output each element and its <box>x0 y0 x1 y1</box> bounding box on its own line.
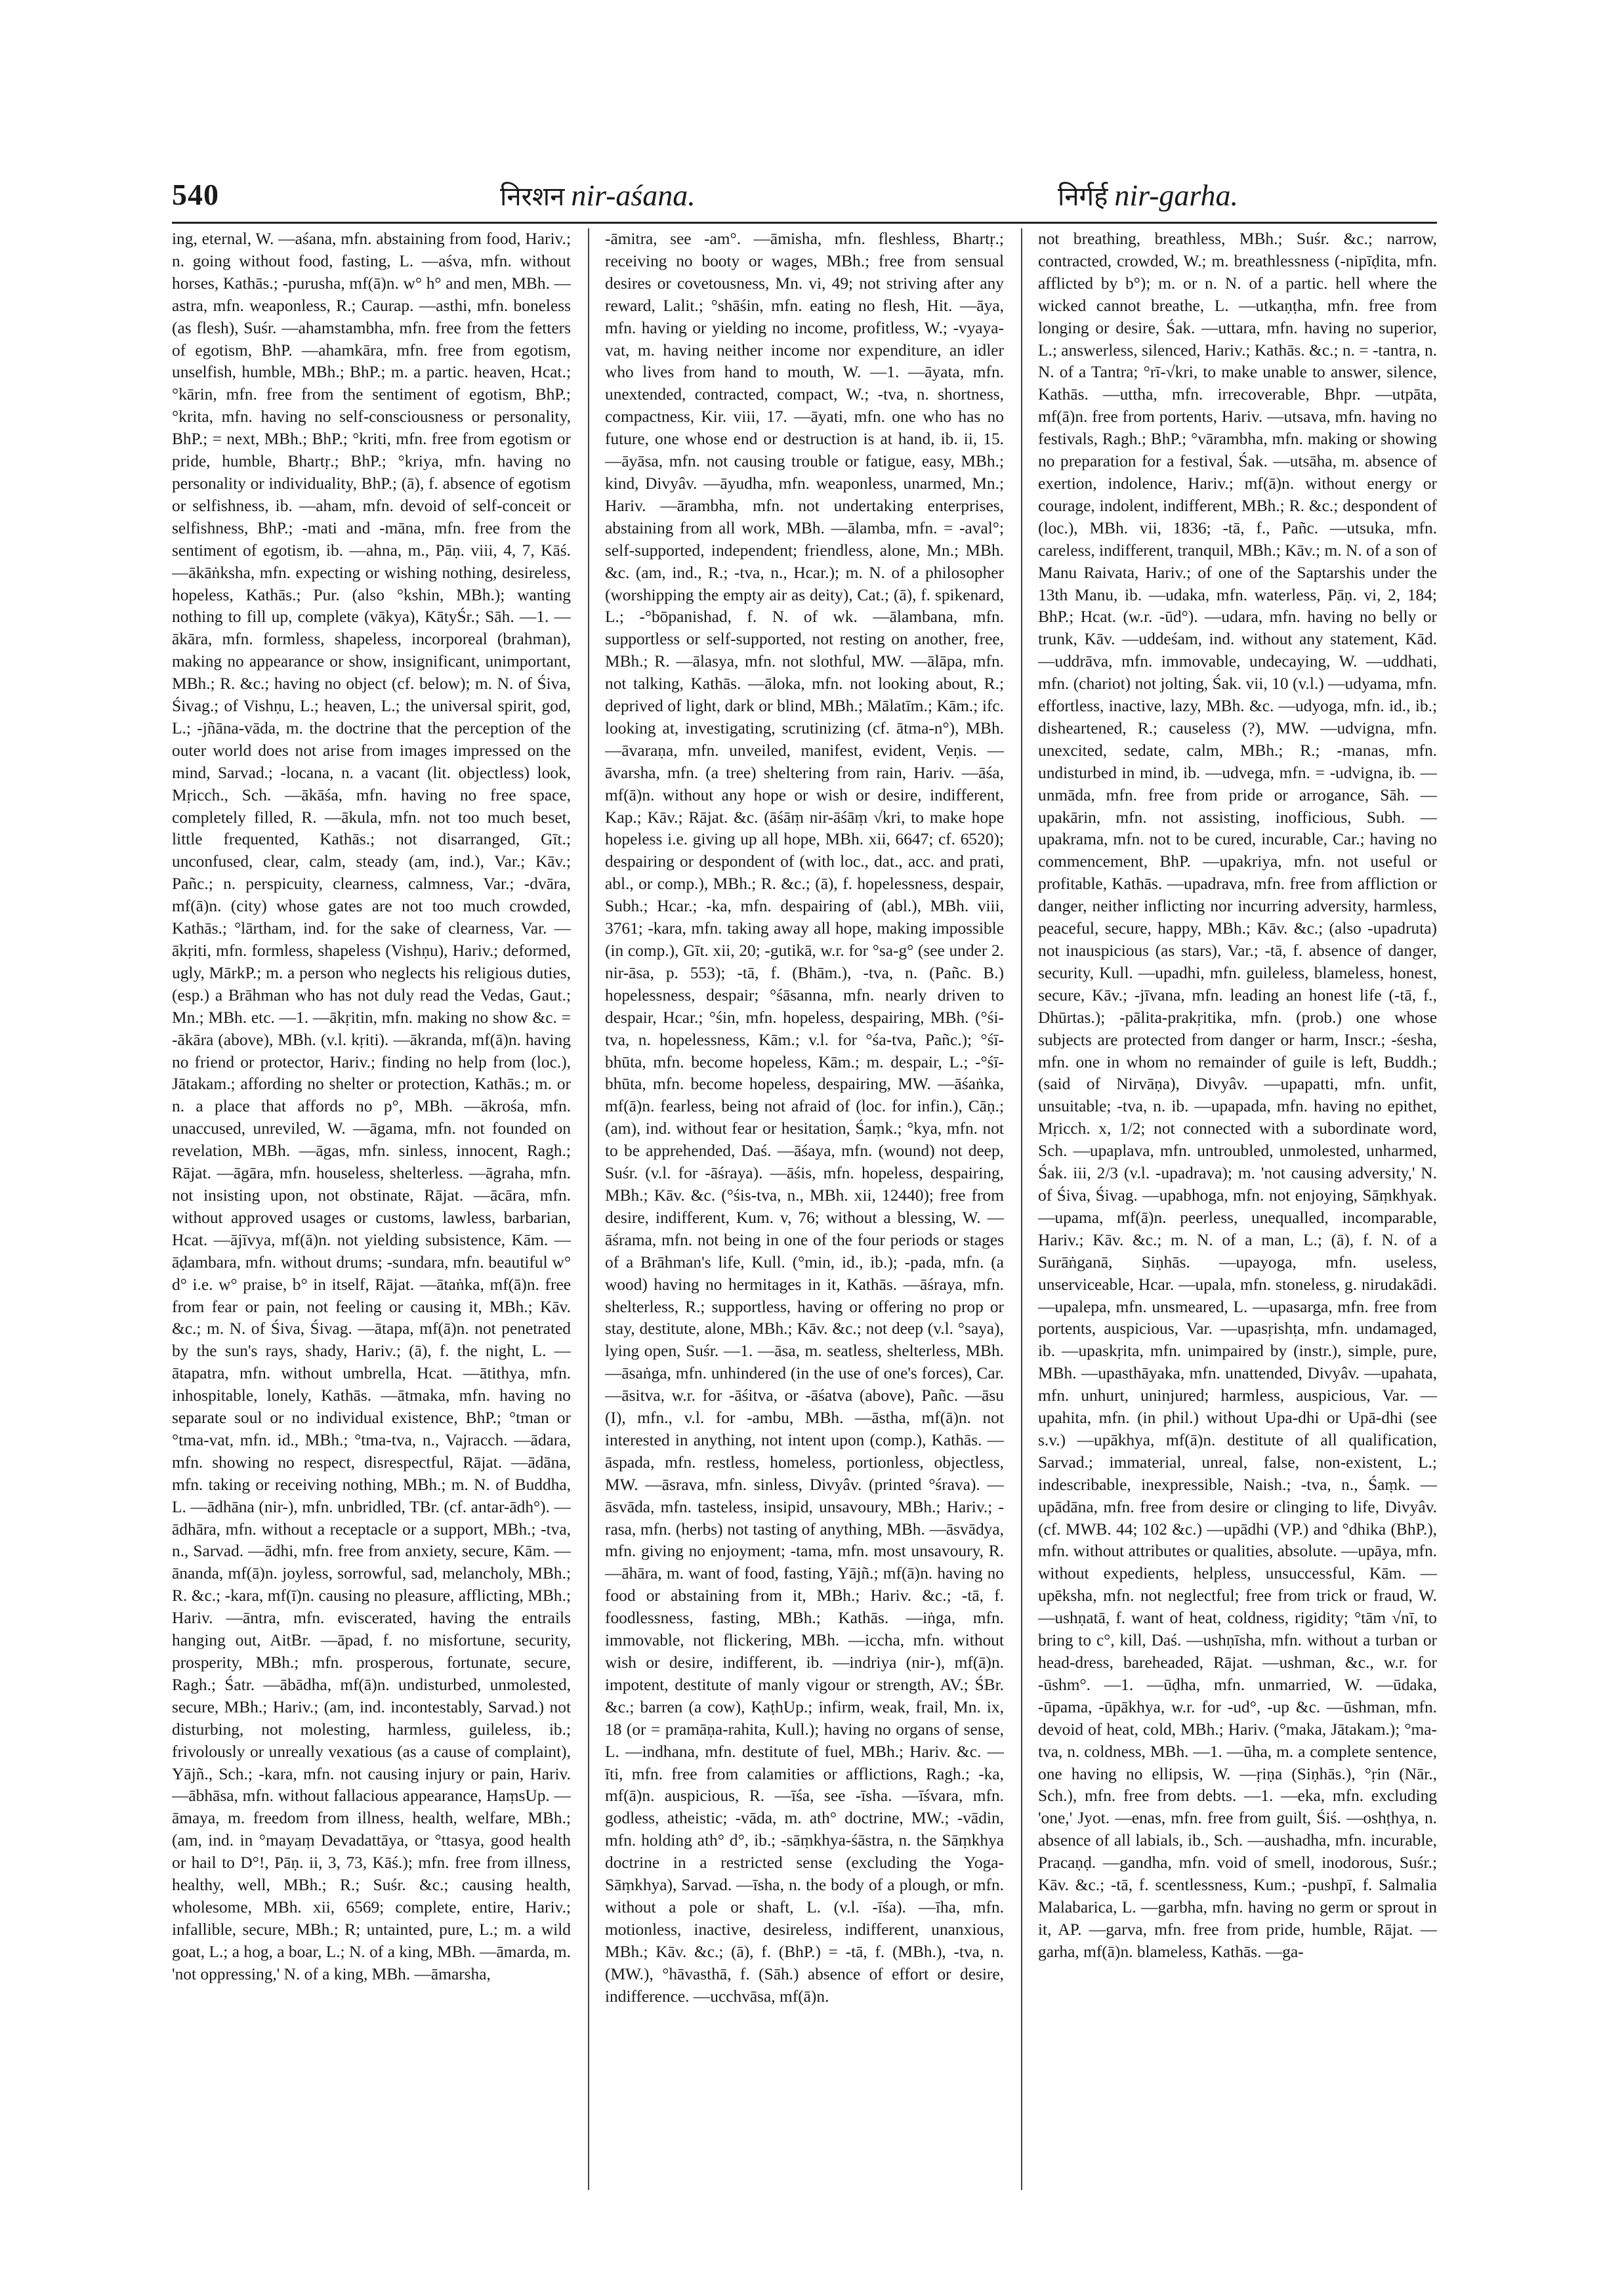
column-3 <box>1038 228 1437 2190</box>
right-running-head-devanagari: निर्गर्ह <box>1058 182 1108 212</box>
right-running-head <box>1058 177 1238 213</box>
entry-columns <box>172 228 1437 2190</box>
column-text: ing, eternal, W. —aśana, mfn. abstaining from food, Hariv.; n. going without food, fasting, L. —aśva, mfn. without horses, Kathās.; -purusha, mf(ā)n. w° h° and men, MBh. —astra, mfn. weaponless, R.; Caurap. —asthi, mfn. boneless (as flesh), Suśr. —ahamstambha, mfn. free from the fetters of egotism, BhP. —ahamkāra, mfn. free from egotism, unselfish, humble, MBh.; BhP.; m. a partic. heaven, Hcat.; °kārin, mfn. free from the sentiment of egotism, BhP.; °krita, mfn. having no self-consciousness or personality, BhP.; = next, MBh.; BhP.; °kriti, mfn. free from egotism or pride, humble, Bhartṛ.; BhP.; °kriya, mfn. having no personality or individuality, BhP.; (ā), f. absence of egotism or selfishness, ib. —aham, mfn. devoid of self-conceit or selfishness, BhP.; -mati and -māna, mfn. free from the sentiment of egotism, ib. —ahna, m., Pāṇ. viii, 4, 7, Kāś. —ākāṅksha, mfn. expecting or wishing nothing, desireless, hopeless, Kathās.; Pur. (also °kshin, MBh.); wanting nothing to fill up, complete (vākya), KātyŚr.; Sāh. —1. —ākāra, mfn. formless, shapeless, incorporeal (brahman), making no appearance or show, insignificant, unimportant, MBh.; R. &c.; having no object (cf. below); m. N. of Śiva, Śivag.; of Vishṇu, L.; heaven, L.; the universal spirit, god, L.; -jñāna-vāda, m. the doctrine that the perception of the outer world does not arise from images impressed on the mind, Sarvad.; -locana, n. a vacant (lit. objectless) look, Mṛicch., Sch. —ākāśa, mfn. having no free space, completely filled, R. —ākula, mfn. not too much beset, little frequented, Kathās.; not disarranged, Gīt.; unconfused, clear, calm, steady (am, ind.), Var.; Kāv.; Pañc.; n. perspicuity, clearness, calmness, Var.; -dvāra, mf(ā)n. (city) whose gates are not too much crowded, Kathās.; °lārtham, ind. for the sake of clearness, Var. —ākṛiti, mfn. formless, shapeless (Vishṇu), Hariv.; deformed, ugly, MārkP.; m. a person who neglects his religious duties, (esp.) a Brāhman who has not duly read the Vedas, Gaut.; Mn.; MBh. etc. —1. —ākṛitin, mfn. making no show &c. = -ākāra (above), MBh. (v.l. kṛiti). —ākranda, mf(ā)n. having no friend or protector, Hariv.; finding no help from (loc.), Jātakam.; affording no shelter or protection, Kathās.; m. or n. a place that affords no p°, MBh. —ākrośa, mfn. unaccused, unreviled, W. —āgama, mfn. not founded on revelation, MBh. —āgas, mfn. sinless, innocent, Ragh.; Rājat. —āgāra, mfn. houseless, shelterless. —āgraha, mfn. not insisting upon, not obstinate, Rājat. —ācāra, mfn. without approved usages or customs, lawless, barbarian, Hcat. —ājīvya, mf(ā)n. not yielding subsistence, Kām. —āḍambara, mfn. without drums; -sundara, mfn. beautiful w° d° i.e. w° praise, b° in itself, Rājat. —ātaṅka, mf(ā)n. free from fear or pain, not feeling or causing it, MBh.; Kāv. &c.; m. N. of Śiva, Śivag. —ātapa, mf(ā)n. not penetrated by the sun's rays, shady, Hariv.; (ā), f. the night, L. —ātapatra, mfn. without umbrella, Hcat. —ātithya, mfn. inhospitable, lonely, Kathās. —ātmaka, mfn. having no separate soul or no individual existence, BhP.; °tman or °tma-vat, mfn. id., MBh.; °tma-tva, n., Vajracch. —ādara, mfn. showing no respect, disrespectful, Rājat. —ādāna, mfn. taking or receiving nothing, MBh.; m. N. of Buddha, L. —ādhāna (nir-), mfn. unbridled, TBr. (cf. antar-ādh°). —ādhāra, mfn. without a receptacle or a support, MBh.; -tva, n., Sarvad. —ādhi, mfn. free from anxiety, secure, Kām. —ānanda, mf(ā)n. joyless, sorrowful, sad, melancholy, MBh.; R. &c.; -kara, mf(ī)n. causing no pleasure, afflicting, MBh.; Hariv. —āntra, mfn. eviscerated, having the entrails hanging out, AitBr. —āpad, f. no misfortune, security, prosperity, MBh.; mfn. prosperous, fortunate, secure, Ragh.; Śatr. —ābādha, mf(ā)n. undisturbed, unmolested, secure, MBh.; Hariv.; (am, ind. incontestably, Sarvad.) not disturbing, not molesting, harmless, guileless, ib.; frivolously or unreally vexatious (as a cause of complaint), Yājñ., Sch.; -kara, mfn. not causing injury or pain, Hariv. —ābhāsa, mfn. without fallacious appearance, HaṃsUp. —āmaya, m. freedom from illness, health, welfare, MBh.; (am, ind. in °mayaṃ Devadattāya, or °ttasya, good health or hail to D°!, Pāṇ. ii, 3, 73, Kāś.); mfn. free from illness, healthy, well, MBh.; R.; Suśr. &c.; causing health, wholesome, MBh. xii, 6569; complete, entire, Hariv.; infallible, secure, MBh.; R; untainted, pure, L.; m. a wild goat, L.; a hog, a boar, L.; N. of a king, MBh. —āmarda, m. 'not oppressing,' N. of a king, MBh. —āmarsha, <box>172 230 571 1983</box>
column-1 <box>172 228 571 2190</box>
page-number: 540 <box>172 178 219 211</box>
page-header <box>172 177 1437 219</box>
column-text: -āmitra, see -am°. —āmisha, mfn. fleshless, Bhartṛ.; receiving no booty or wages, MBh.; free from sensual desires or covetousness, Mn. vi, 49; not striving after any reward, Lalit.; °shāśin, mfn. eating no flesh, Hit. —āya, mfn. having or yielding no income, profitless, W.; -vyaya-vat, m. having neither income nor expenditure, an idler who lives from hand to mouth, W. —1. —āyata, mfn. unextended, contracted, compact, W.; -tva, n. shortness, compactness, Kir. viii, 17. —āyati, mfn. one who has no future, one whose end or destruction is at hand, ib. ii, 15. —āyāsa, mfn. not causing trouble or fatigue, easy, MBh.; kind, Divyâv. —āyudha, mfn. weaponless, unarmed, Mn.; Hariv. —ārambha, mfn. not undertaking enterprises, abstaining from all work, MBh. —ālamba, mfn. = -aval°; self-supported, independent; friendless, alone, Mn.; MBh. &c. (am, ind., R.; -tva, n., Hcar.); m. N. of a philosopher (worshipping the empty air as deity), Cat.; (ā), f. spikenard, L.; -°bōpanishad, f. N. of wk. —ālambana, mfn. supportless or self-supported, not resting on another, free, MBh.; R. —ālasya, mfn. not slothful, MW. —ālāpa, mfn. not talking, Kathās. —āloka, mfn. not looking about, R.; deprived of light, dark or blind, MBh.; Mālatīm.; Kām.; ifc. looking at, investigating, scrutinizing (cf. ātma-n°), MBh. —āvaraṇa, mfn. unveiled, manifest, evident, Veṇis. —āvarsha, mfn. (a tree) sheltering from rain, Hariv. —āśa, mf(ā)n. without any hope or wish or desire, indifferent, Kap.; Kāv.; Rājat. &c. (āśāṃ nir-āśāṃ √kri, to make hope hopeless i.e. giving up all hope, MBh. xii, 6647; cf. 6520); despairing or despondent of (with loc., dat., acc. and prati, abl., or comp.), MBh.; R. &c.; (ā), f. hopelessness, despair, Subh.; Hcar.; -ka, mfn. despairing of (abl.), MBh. viii, 3761; -kara, mfn. taking away all hope, making impossible (in comp.), Gīt. xii, 20; -gutikā, w.r. for °sa-g° (see under 2. nir-āsa, p. 553); -tā, f. (Bhām.), -tva, n. (Pañc. B.) hopelessness, despair; °śāsanna, mfn. nearly driven to despair, Hcar.; °śin, mfn. hopeless, despairing, MBh. (°śi-tva, n. hopelessness, Kām.; v.l. for °śa-tva, Pañc.); °śī-bhūta, mfn. become hopeless, Kām.; m. despair, L.; -°śī-bhūta, mfn. become hopeless, despairing, MW. —āśaṅka, mf(ā)n. fearless, being not afraid of (loc. for infin.), Cāṇ.; (am), ind. without fear or hesitation, Śaṃk.; °kya, mfn. not to be apprehended, Daś. —āśaya, mfn. (wound) not deep, Suśr. (v.l. for -āśraya). —āśis, mfn. hopeless, despairing, MBh.; Kāv. &c. (°śis-tva, n., MBh. xii, 12440); free from desire, indifferent, Kum. v, 76; without a blessing, W. —āśrama, mfn. not being in one of the four periods or stages of a Brāhman's life, Kull. (°min, id., ib.); -pada, mfn. (a wood) having no hermitages in it, Kathās. —āśraya, mfn. shelterless, R.; supportless, having or offering no prop or stay, destitute, alone, MBh.; Kāv. &c.; not deep (v.l. °saya), lying open, Suśr. —1. —āsa, m. seatless, shelterless, MBh. —āsaṅga, mfn. unhindered (in the use of one's forces), Car. —āsitva, w.r. for -āśitva, or -āśatva (above), Pañc. —āsu (I), mfn., v.l. for -ambu, MBh. —āstha, mf(ā)n. not interested in anything, not intent upon (comp.), Kathās. —āspada, mfn. restless, homeless, portionless, objectless, MW. —āsrava, mfn. sinless, Divyâv. (printed °śrava). —āsvāda, mfn. tasteless, insipid, unsavoury, MBh.; Hariv.; -rasa, mfn. (herbs) not tasting of anything, MBh. —āsvādya, mfn. giving no enjoyment; -tama, mfn. most unsavoury, R. —āhāra, m. want of food, fasting, Yājñ.; mf(ā)n. having no food or abstaining from it, MBh.; Hariv. &c.; -tā, f. foodlessness, fasting, MBh.; Kathās. —iṅga, mfn. immovable, not flickering, MBh. —iccha, mfn. without wish or desire, indifferent, ib. —indriya (nir-), mf(ā)n. impotent, destitute of manly vigour or strength, AV.; ŚBr. &c.; barren (a cow), KaṭhUp.; infirm, weak, frail, Mn. ix, 18 (or = pramāṇa-rahita, Kull.); having no organs of sense, L. —indhana, mfn. destitute of fuel, MBh.; Hariv. &c. —īti, mfn. free from calamities or afflictions, Ragh.; -ka, mf(ā)n. auspicious, R. —īśa, see -īsha. —īśvara, mfn. godless, atheistic; -vāda, m. ath° doctrine, MW.; -vādin, mfn. holding ath° d°, ib.; -sāṃkhya-śāstra, n. the Sāṃkhya doctrine in a restricted sense (excluding the Yoga-Sāṃkhya), Sarvad. —īsha, n. the body of a plough, or mfn. without a pole or shaft, L. (v.l. -īśa). —īha, mfn. motionless, inactive, desireless, indifferent, unanxious, MBh.; Kāv. &c.; (ā), f. (BhP.) = -tā, f. (MBh.), -tva, n. (MW.), °hāvasthā, f. (Sāh.) absence of effort or desire, indifference. —ucchvāsa, mf(ā)n. <box>605 230 1004 2006</box>
column-text: not breathing, breathless, MBh.; Suśr. &c.; narrow, contracted, crowded, W.; m. breathlessness (-nipīḍita, mfn. afflicted by b°); m. or n. N. of a partic. hell where the wicked cannot breathe, L. —utkaṇṭha, mfn. free from longing or desire, Śak. —uttara, mfn. having no superior, L.; answerless, silenced, Hariv.; Kathās. &c.; n. = -tantra, n. N. of a Tantra; °rī-√kri, to make unable to answer, silence, Kathās. —uttha, mfn. irrecoverable, Bhpr. —utpāta, mf(ā)n. free from portents, Hariv. —utsava, mfn. having no festivals, Ragh.; BhP.; °vārambha, mfn. making or showing no preparation for a festival, Śak. —utsāha, m. absence of exertion, indolence, Hariv.; mf(ā)n. without energy or courage, indolent, indifferent, MBh.; R. &c.; despondent of (loc.), MBh. vii, 1836; -tā, f., Pañc. —utsuka, mfn. careless, indifferent, tranquil, MBh.; Kāv.; m. N. of a son of Manu Raivata, Hariv.; of one of the Saptarshis under the 13th Manu, ib. —udaka, mfn. waterless, Pāṇ. vi, 2, 184; BhP.; Hcat. (w.r. -ūd°). —udara, mfn. having no belly or trunk, Kāv. —uddeśam, ind. without any statement, Kād. —uddrāva, mfn. immovable, undecaying, W. —uddhati, mfn. (chariot) not jolting, Śak. vii, 10 (v.l.) —udyama, mfn. effortless, inactive, lazy, MBh. &c. —udyoga, mfn. id., ib.; disheartened, R.; causeless (?), MW. —udvigna, mfn. unexcited, sedate, calm, MBh.; R.; -manas, mfn. undisturbed in mind, ib. —udvega, mfn. = -udvigna, ib. —unmāda, mfn. free from pride or arrogance, Sāh. —upakārin, mfn. not assisting, inofficious, Subh. —upakrama, mfn. not to be cured, incurable, Car.; having no commencement, BhP. —upakriya, mfn. not useful or profitable, Kathās. —upadrava, mfn. free from affliction or danger, neither inflicting nor incurring adversity, harmless, peaceful, secure, happy, MBh.; Kāv. &c.; (also -upadruta) not inauspicious (as stars), Var.; -tā, f. absence of danger, security, Kull. —upadhi, mfn. guileless, blameless, honest, secure, Kāv.; -jīvana, mfn. leading an honest life (-tā, f., Dhūrtas.); -pālita-prakṛitika, mfn. (prob.) one whose subjects are protected from danger or harm, Inscr.; -śesha, mfn. one in whom no remainder of guile is left, Buddh.; (said of Nirvāṇa), Divyâv. —upapatti, mfn. unfit, unsuitable; -tva, n. ib. —upapada, mfn. having no epithet, Mṛicch. x, 1/2; not connected with a subordinate word, Sch. —upaplava, mfn. untroubled, unmolested, unharmed, Śak. iii, 2/3 (v.l. -upadrava); m. 'not causing adversity,' N. of Śiva, Śivag. —upabhoga, mfn. not enjoying, Sāṃkhyak. —upama, mf(ā)n. peerless, unequalled, incomparable, Hariv.; Kāv. &c.; m. N. of a man, L.; (ā), f. N. of a Surāṅganā, Siṇhās. —upayoga, mfn. useless, unserviceable, Hcar. —upala, mfn. stoneless, g. nirudakādi. —upalepa, mfn. unsmeared, L. —upasarga, mfn. free from portents, auspicious, Var. —upasṛishṭa, mfn. undamaged, ib. —upaskṛita, mfn. unimpaired by (instr.), simple, pure, MBh. —upasthāyaka, mfn. unattended, Divyâv. —upahata, mfn. unhurt, uninjured; harmless, auspicious, Var. —upahita, mfn. (in phil.) without Upa-dhi or Upā-dhi (see s.v.) —upākhya, mf(ā)n. destitute of all qualification, Sarvad.; immaterial, unreal, false, non-existent, L.; indescribable, inexpressible, Naish.; -tva, n., Śaṃk. —upādāna, mfn. free from desire or clinging to life, Divyâv. (cf. MWB. 44; 102 &c.) —upādhi (VP.) and °dhika (BhP.), mfn. without attributes or qualities, absolute. —upāya, mfn. without expedients, helpless, unsuccessful, Kām. —upēksha, mfn. not neglectful; free from trick or fraud, W. —ushṇatā, f. want of heat, coldness, rigidity; °tām √nī, to bring to c°, kill, Daś. —ushṇīsha, mfn. without a turban or head-dress, bareheaded, Rājat. —ushman, &c., w.r. for -ūshm°. —1. —ūḍha, mfn. unmarried, W. —ūdaka, -ūpama, -ūpākhya, w.r. for -ud°, -up &c. —ūshman, mfn. devoid of heat, cold, MBh.; Hariv. (°maka, Jātakam.); °ma-tva, n. coldness, MBh. —1. —ūha, m. a complete sentence, one having no ellipsis, W. —ṛiṇa (Siṇhās.), °ṛin (Nār., Sch.), mfn. free from debts. —1. —eka, mfn. excluding 'one,' Jyot. —enas, mfn. free from guilt, Śiś. —oshṭhya, n. absence of all labials, ib., Sch. —aushadha, mfn. incurable, Pracaṇḍ. —gandha, mfn. void of smell, inodorous, Suśr.; Kāv. &c.; -tā, f. scentlessness, Kum.; -pushpī, f. Salmalia Malabarica, L. —garbha, mfn. having no germ or sprout in it, AP. —garva, mfn. free from pride, humble, Rājat. —garha, mf(ā)n. blameless, Kathās. —ga- <box>1038 230 1437 1961</box>
left-running-head-translit: nir-aśana. <box>571 178 696 212</box>
column-2 <box>605 228 1004 2190</box>
left-running-head-devanagari: निरशन <box>500 182 565 212</box>
header-rule <box>172 222 1437 224</box>
left-running-head <box>500 177 696 213</box>
right-running-head-translit: nir-garha. <box>1114 178 1238 212</box>
